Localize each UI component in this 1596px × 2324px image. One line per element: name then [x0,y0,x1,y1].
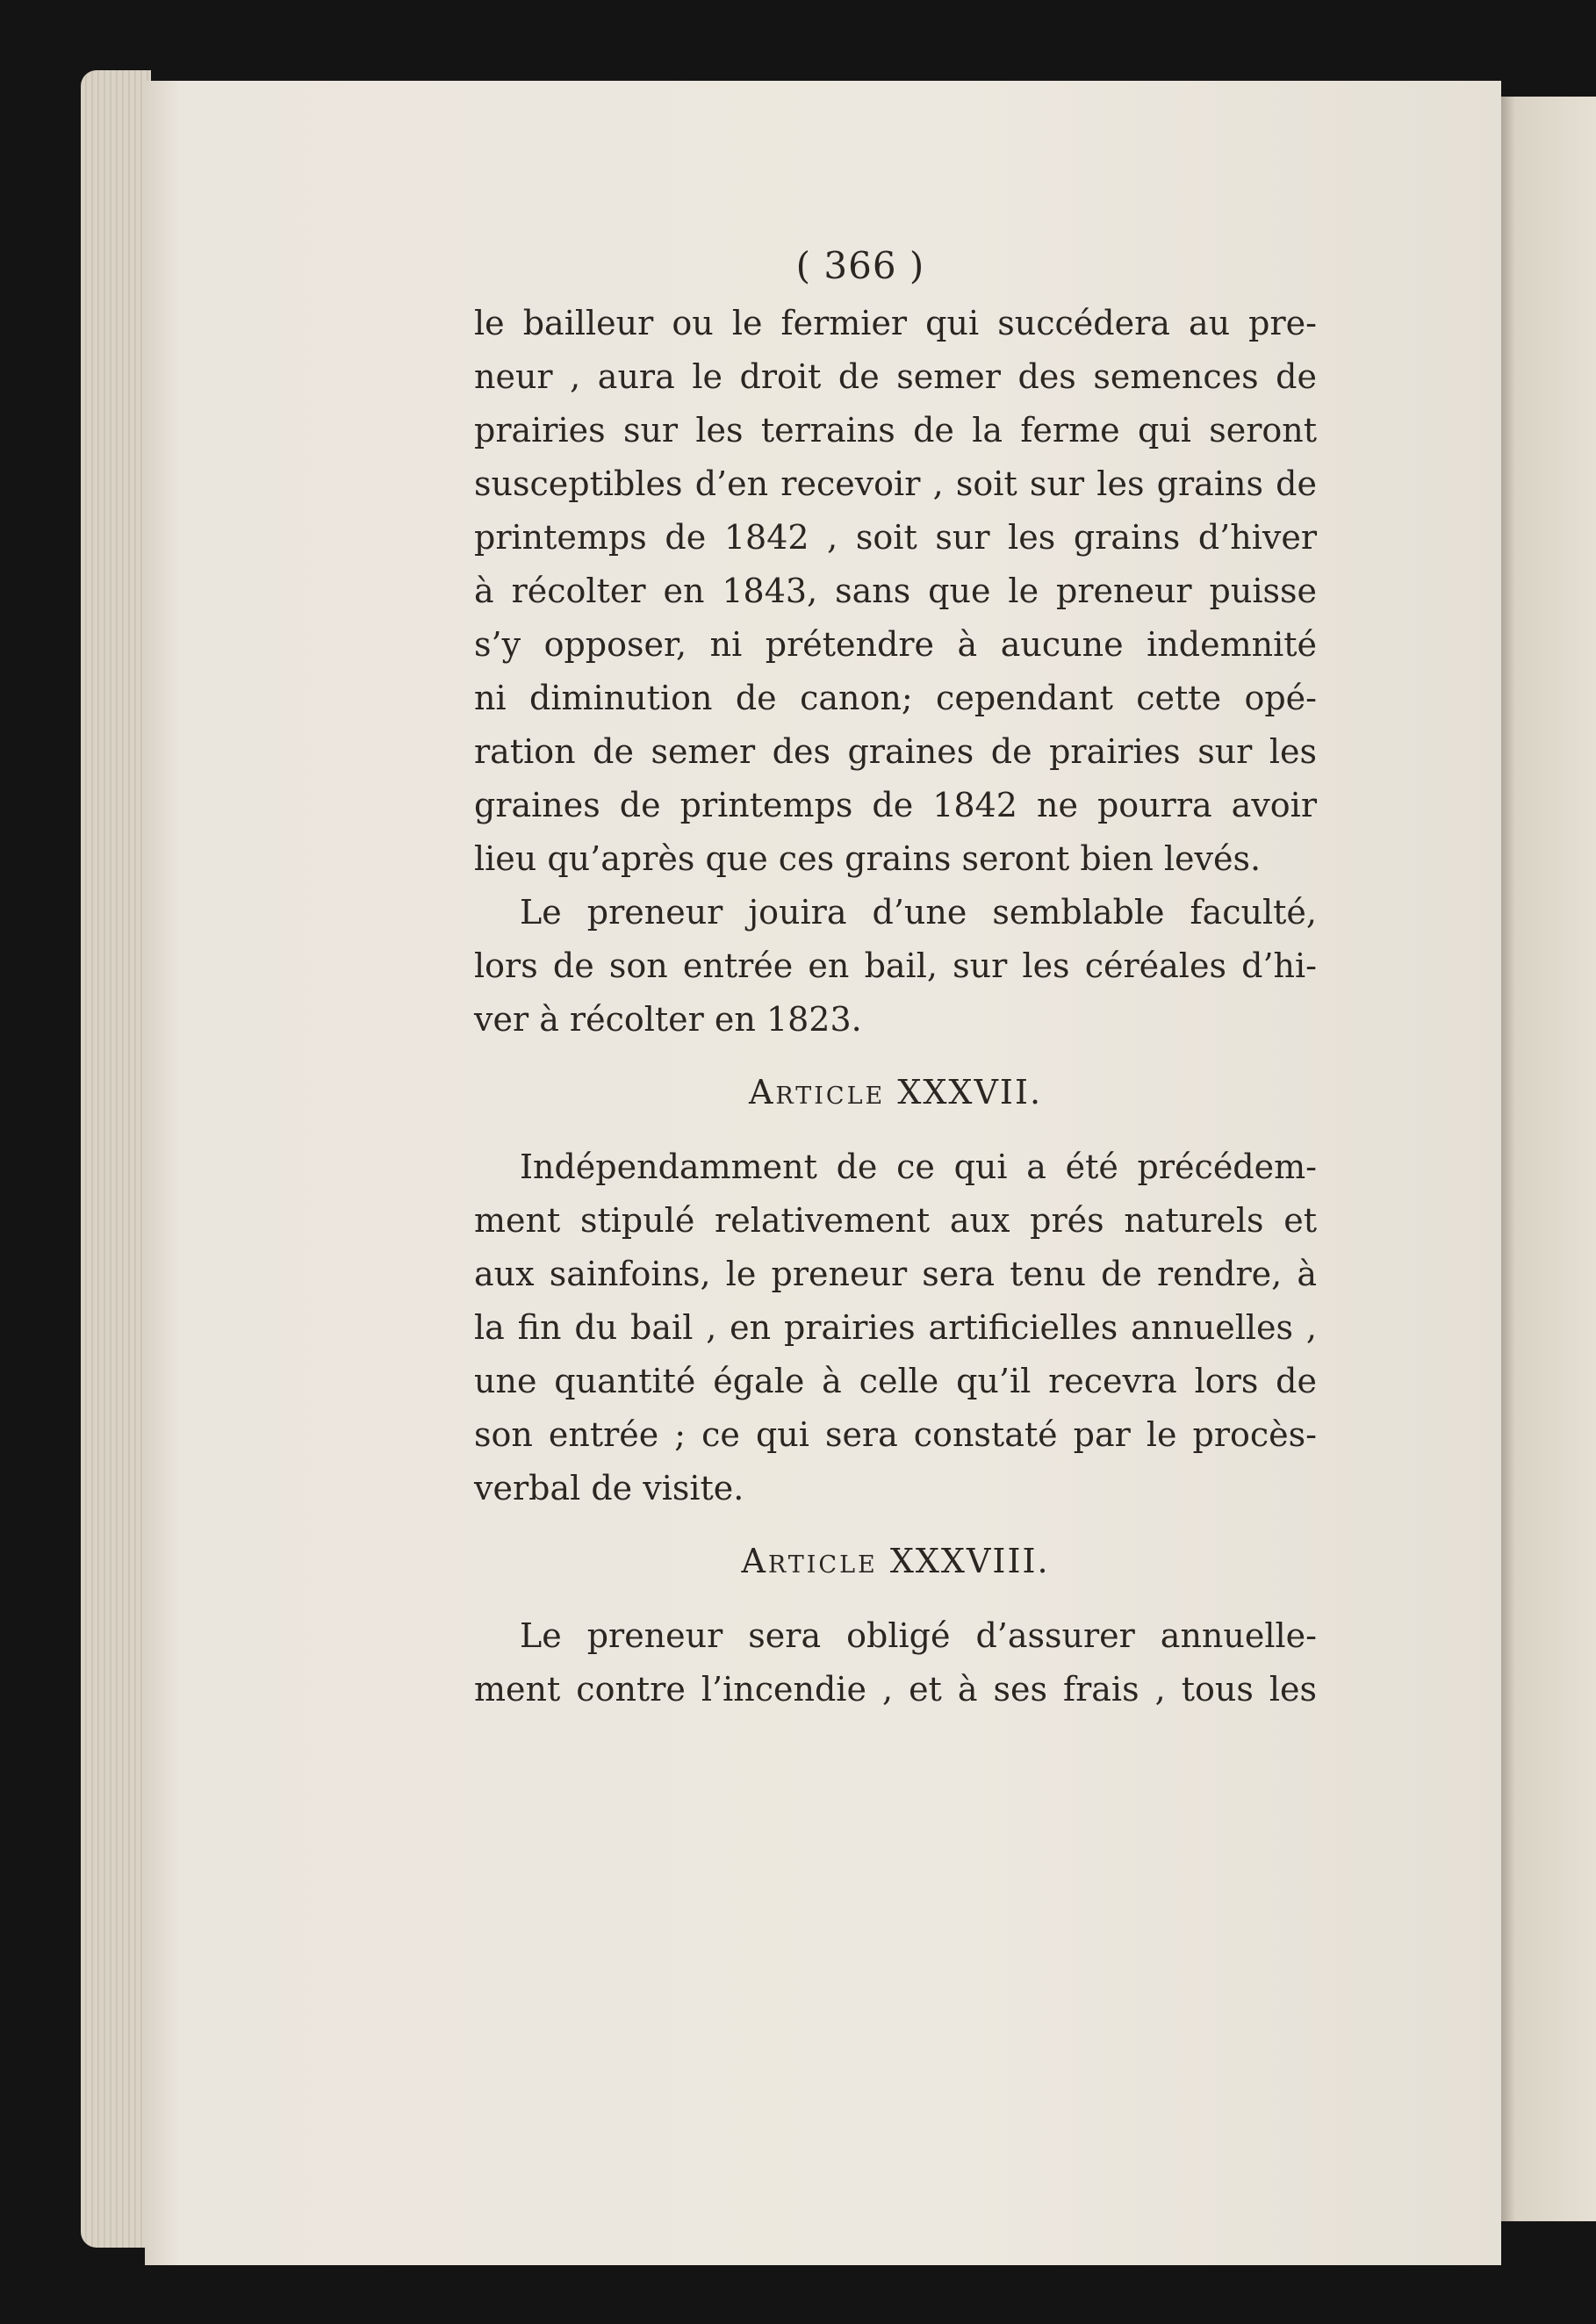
article-number: XXXVII. [897,1073,1043,1112]
text-line: aux sainfoins, le preneur sera tenu de rendre, à [474,1255,1317,1293]
text-line: la fin du bail , en prairies artificielles annuelles , [474,1308,1317,1347]
article-37-text [474,1140,1317,1515]
text-line: Indépendamment de ce qui a été précédem- [520,1148,1317,1186]
page-number: ( 366 ) [795,244,925,287]
text-line: verbal de visite. [474,1469,744,1507]
text-line: ment contre l’incendie , et à ses frais , tous les [474,1670,1317,1709]
text-line: susceptibles d’en recevoir , soit sur les grains de [474,464,1317,503]
paragraph-1 [474,297,1317,886]
text-line: lors de son entrée en bail, sur les céréales d’hi- [474,946,1317,985]
article-label: Article [748,1073,886,1112]
article-37-heading [474,1066,1317,1119]
facing-page-edge [1499,97,1596,2221]
paragraph-2 [474,886,1317,1047]
text-line: graines de printemps de 1842 ne pourra avoir [474,786,1317,824]
text-line: Le preneur sera obligé d’assurer annuelle- [520,1616,1317,1655]
text-line: son entrée ; ce qui sera constaté par le procès- [474,1415,1317,1454]
text-line: à récolter en 1843, sans que le preneur puisse [474,572,1317,610]
text-line: printemps de 1842 , soit sur les grains d’hiver [474,518,1317,557]
page-text [474,235,1317,1716]
text-line: ver à récolter en 1823. [474,1000,862,1039]
text-line: lieu qu’après que ces grains seront bien levés. [474,839,1262,878]
text-line: le bailleur ou le fermier qui succédera au pre- [474,304,1317,342]
text-line: neur , aura le droit de semer des semences de [474,357,1317,396]
article-38-text [474,1609,1317,1716]
article-number: XXXVIII. [889,1542,1050,1580]
article-38-heading [474,1535,1317,1588]
article-label: Article [741,1542,878,1580]
text-line: prairies sur les terrains de la ferme qui seront [474,411,1317,450]
text-line: ration de semer des graines de prairies sur les [474,732,1317,771]
text-line: une quantité égale à celle qu’il recevra lors de [474,1362,1317,1400]
text-line: Le preneur jouira d’une semblable faculté, [520,893,1317,932]
text-line: s’y opposer, ni prétendre à aucune indemnité [474,625,1317,664]
text-line: ment stipulé relativement aux prés naturels et [474,1201,1317,1240]
text-line: ni diminution de canon; cependant cette opé- [474,679,1317,717]
page-stack-edge [81,70,151,2248]
